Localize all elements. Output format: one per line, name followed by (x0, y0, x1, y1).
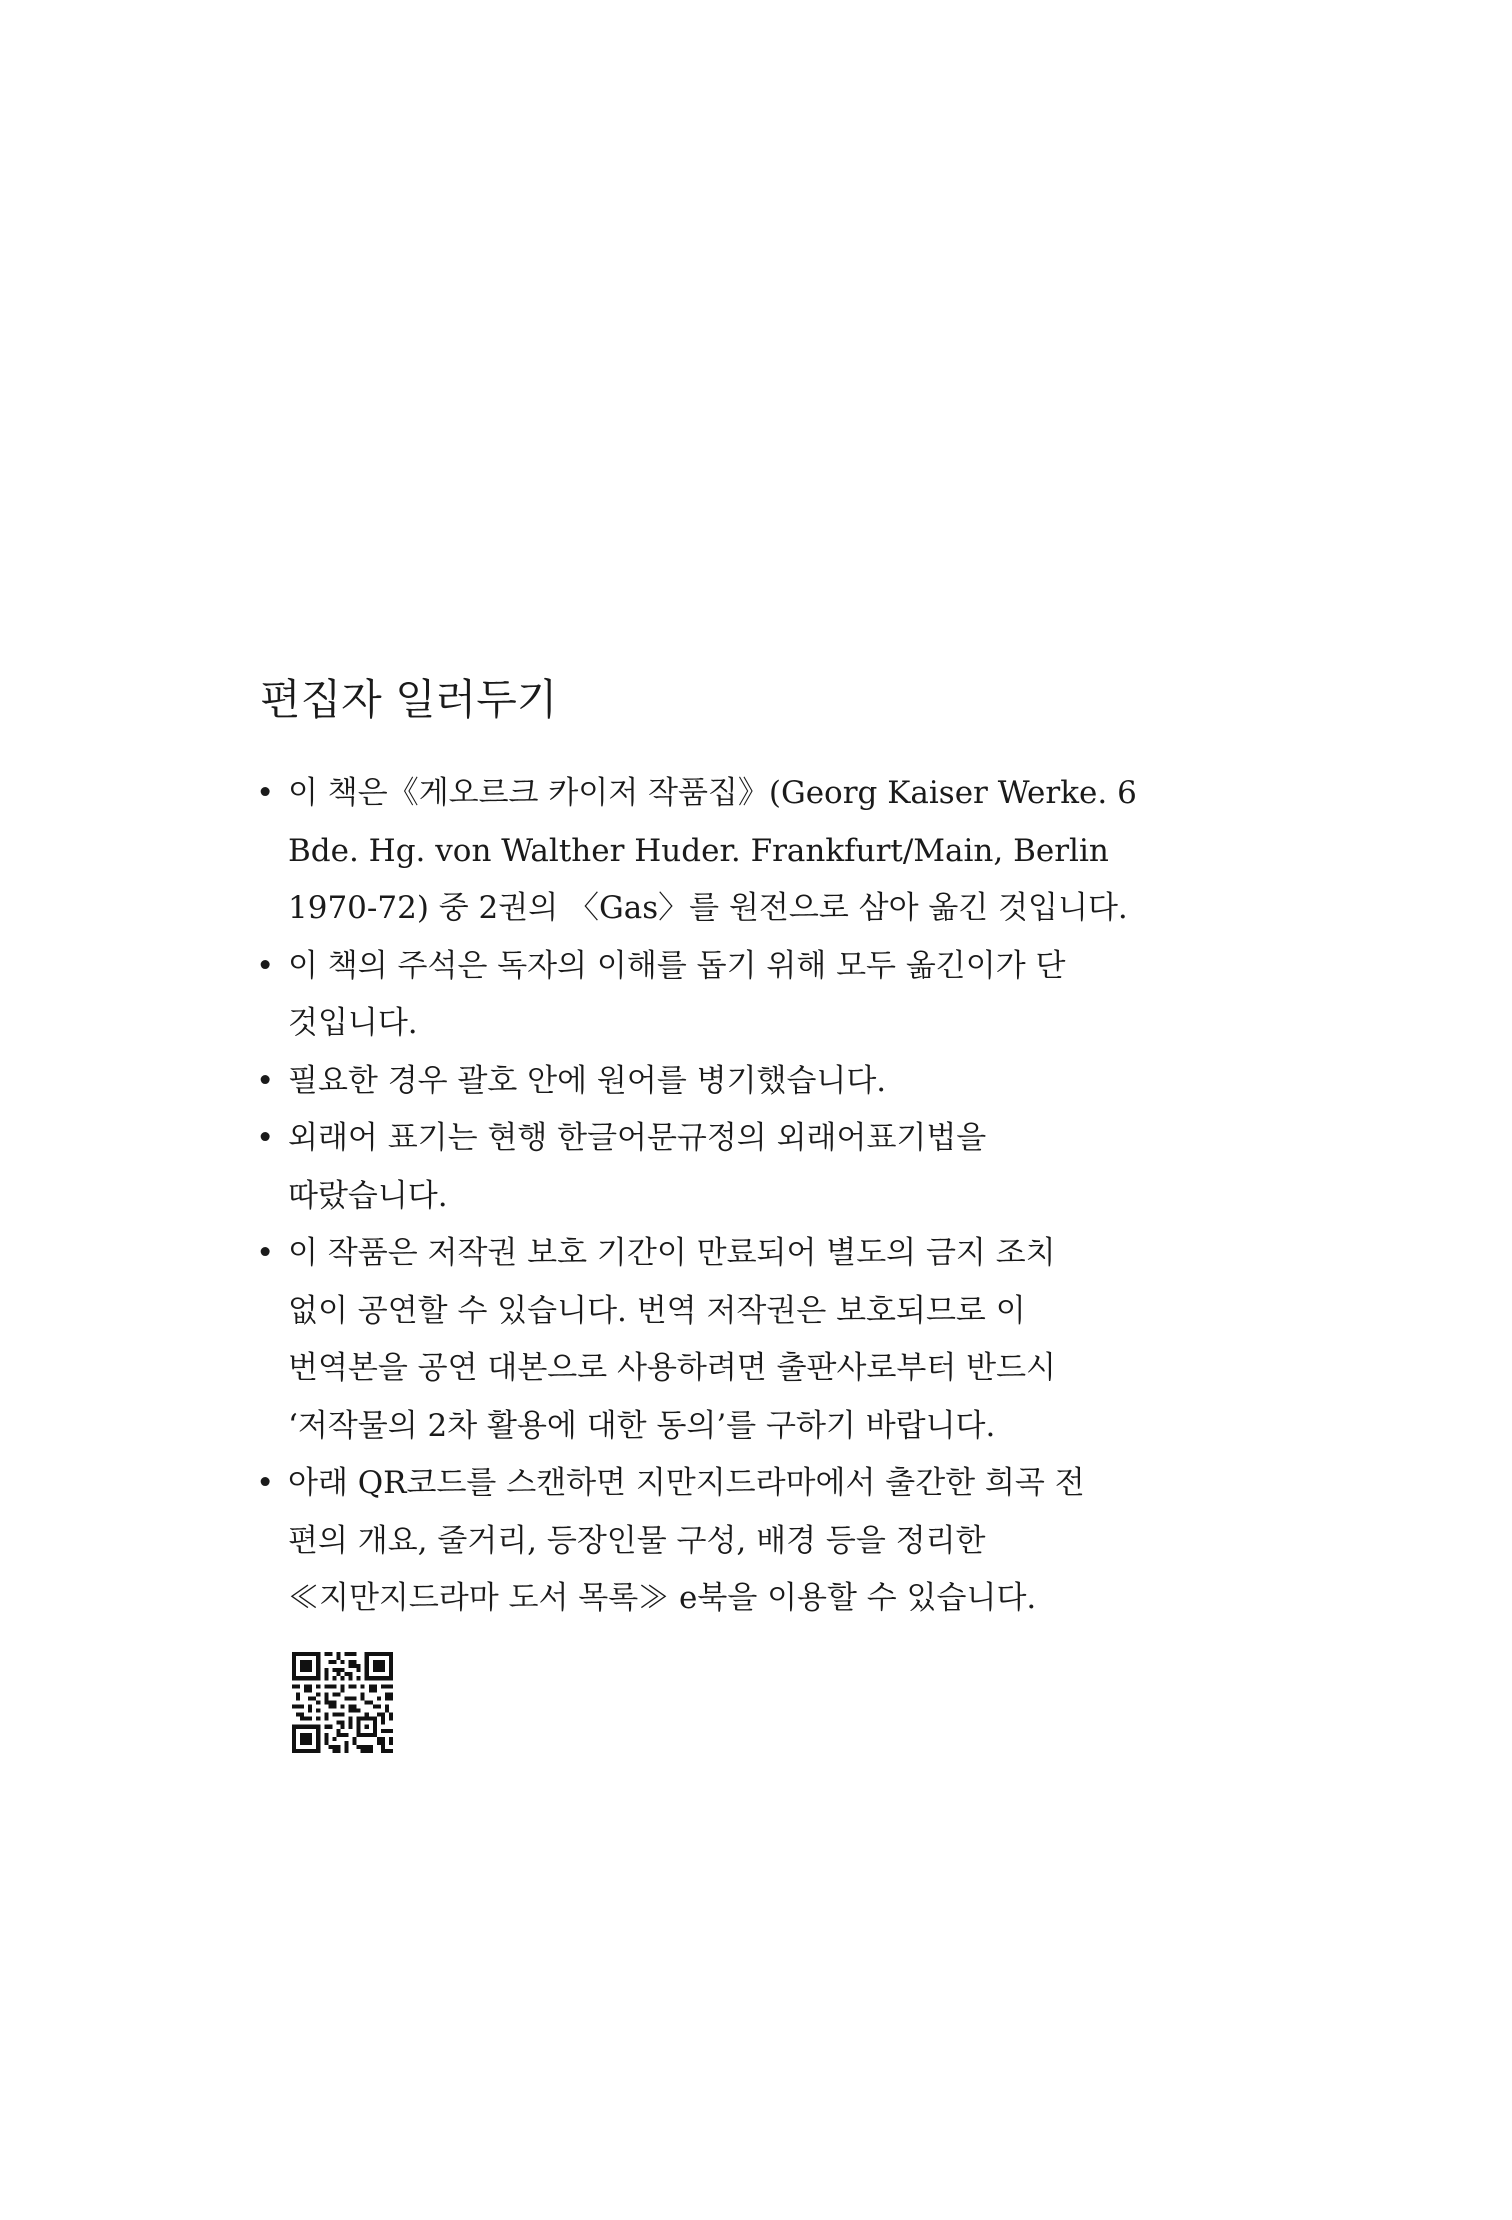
bullet: • (256, 1120, 275, 1156)
note-line: 외래어 표기는 현행 한글어문규정의 외래어표기법을 (288, 1120, 987, 1156)
note-item (256, 765, 1186, 938)
notes-list (256, 765, 1186, 1628)
note-line: Bde. Hg. von Walther Huder. Frankfurt/Main, Berlin (288, 832, 1109, 869)
qr-code-icon[interactable] (292, 1652, 393, 1753)
note-line: 이 작품은 저작권 보호 기간이 만료되어 별도의 금지 조치 (288, 1235, 1056, 1271)
note-line: 1970-72) 중 2권의 〈Gas〉를 원전으로 삼아 옮긴 것입니다. (288, 890, 1128, 926)
note-line: 것입니다. (288, 1005, 418, 1041)
note-item (256, 1225, 1186, 1455)
note-line: ‘저작물의 2차 활용에 대한 동의’를 구하기 바랍니다. (288, 1407, 996, 1444)
bullet: • (256, 1465, 275, 1501)
bullet: • (256, 775, 275, 811)
bullet: • (256, 947, 275, 984)
note-item (256, 1110, 1186, 1225)
note-line: 이 책의 주석은 독자의 이해를 돕기 위해 모두 옮긴이가 단 (288, 947, 1066, 984)
note-item (256, 1053, 1186, 1111)
note-line: 따랐습니다. (288, 1177, 448, 1214)
note-item (256, 938, 1186, 1053)
bullet: • (256, 1062, 275, 1099)
bullet: • (256, 1235, 275, 1271)
note-line: 아래 QR코드를 스캔하면 지만지드라마에서 출간한 희곡 전 (288, 1465, 1085, 1501)
note-item (256, 1455, 1186, 1628)
page-title: 편집자 일러두기 (260, 675, 558, 724)
note-line: 번역본을 공연 대본으로 사용하려면 출판사로부터 반드시 (288, 1350, 1056, 1386)
note-line: 이 책은《게오르크 카이저 작품집》(Georg Kaiser Werke. 6 (288, 775, 1137, 811)
note-line: 편의 개요, 줄거리, 등장인물 구성, 배경 등을 정리한 (288, 1522, 986, 1559)
note-line: 없이 공연할 수 있습니다. 번역 저작권은 보호되므로 이 (288, 1292, 1026, 1329)
note-line: ≪지만지드라마 도서 목록≫ e북을 이용할 수 있습니다. (288, 1580, 1037, 1616)
note-line: 필요한 경우 괄호 안에 원어를 병기했습니다. (288, 1062, 887, 1099)
